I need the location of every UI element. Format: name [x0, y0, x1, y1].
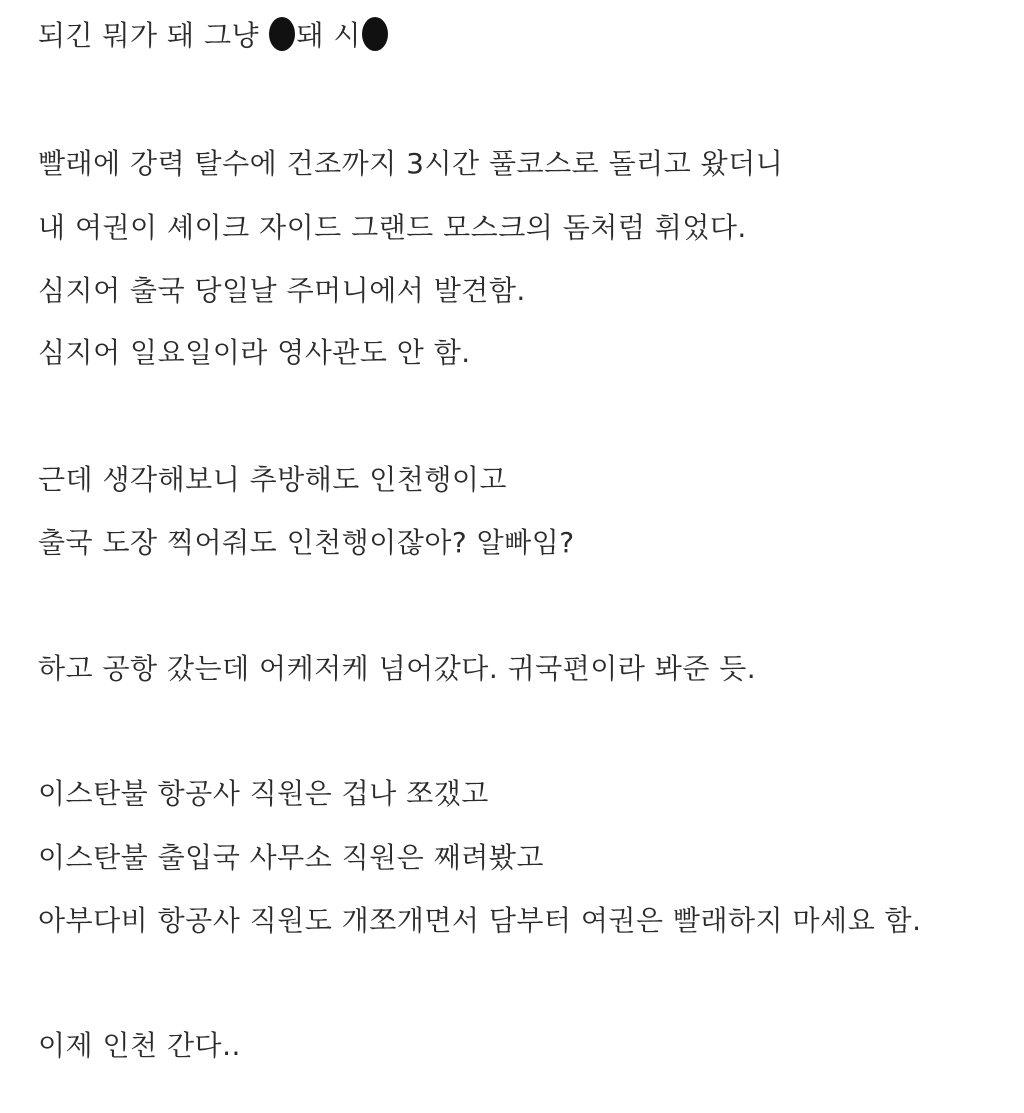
- text-line: 이스탄불 항공사 직원은 겁나 쪼갰고: [38, 777, 489, 810]
- text-line: 근데 생각해보니 추방해도 인천행이고: [38, 463, 507, 496]
- text-line: 아부다비 항공사 직원도 개쪼개면서 담부터 여권은 빨래하지 마세요 함.: [38, 904, 922, 937]
- text-segment: 되긴 뭐가 돼 그냥: [38, 19, 269, 52]
- text-line: [38, 18, 389, 54]
- text-line: 빨래에 강력 탈수에 건조까지 3시간 풀코스로 돌리고 왔더니: [38, 147, 784, 180]
- redaction-blot: [269, 17, 295, 51]
- text-line: 심지어 출국 당일날 주머니에서 발견함.: [38, 274, 526, 307]
- text-line: 심지어 일요일이라 영사관도 안 함.: [38, 336, 471, 369]
- redaction-blot: [362, 17, 388, 51]
- text-line: 하고 공항 갔는데 어케저케 넘어갔다. 귀국편이라 봐준 듯.: [38, 652, 757, 685]
- text-segment: 돼 시: [296, 19, 361, 52]
- text-line: 내 여권이 셰이크 자이드 그랜드 모스크의 돔처럼 휘었다.: [38, 211, 747, 244]
- text-line: 이제 인천 간다..: [38, 1029, 241, 1062]
- text-line: 이스탄불 출입국 사무소 직원은 째려봤고: [38, 841, 544, 874]
- text-line: 출국 도장 찍어줘도 인천행이잖아? 알빠임?: [38, 526, 575, 559]
